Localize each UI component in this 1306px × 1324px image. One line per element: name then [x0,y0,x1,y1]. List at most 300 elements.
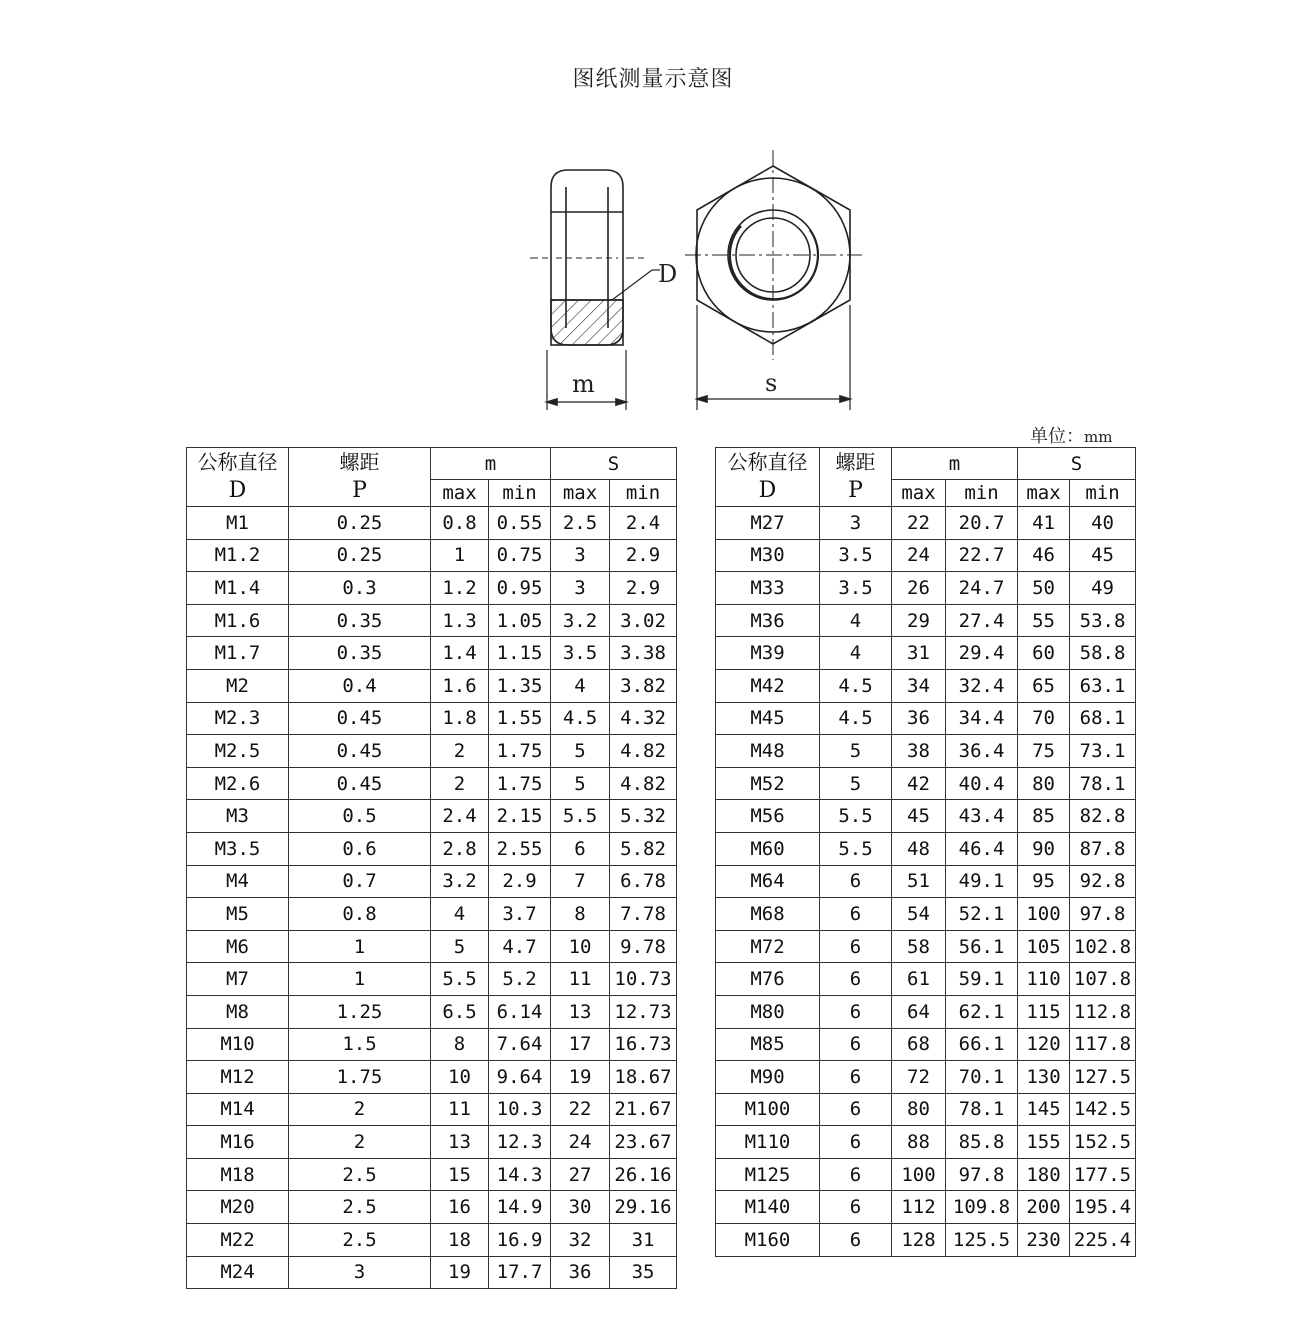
table-row [187,1224,677,1257]
cell-s-max: 7 [551,865,610,898]
cell-s-min: 6.78 [610,865,677,898]
cell-s-min: 177.5 [1070,1158,1136,1191]
cell-s-max: 115 [1018,995,1070,1028]
cell-diameter: M2.5 [187,735,289,768]
cell-s-max: 11 [551,963,610,996]
cell-m-max: 10 [431,1061,489,1094]
cell-s-min: 45 [1070,539,1136,572]
cell-pitch: 0.3 [289,572,431,605]
cell-m-min: 24.7 [946,572,1018,605]
cell-m-min: 40.4 [946,767,1018,800]
cell-diameter: M110 [716,1126,820,1159]
cell-m-max: 51 [892,865,946,898]
table-row [716,930,1136,963]
table-row [716,832,1136,865]
cell-m-max: 100 [892,1158,946,1191]
cell-m-max: 16 [431,1191,489,1224]
header-pitch: 螺距 P [289,448,431,507]
cell-m-min: 36.4 [946,735,1018,768]
cell-m-min: 0.55 [489,507,551,540]
cell-m-max: 8 [431,1028,489,1061]
cell-s-max: 17 [551,1028,610,1061]
cell-m-max: 1 [431,539,489,572]
cell-diameter: M64 [716,865,820,898]
cell-m-min: 4.7 [489,930,551,963]
cell-s-min: 5.32 [610,800,677,833]
cell-m-min: 29.4 [946,637,1018,670]
table-row [716,572,1136,605]
cell-m-min: 14.3 [489,1158,551,1191]
cell-m-max: 13 [431,1126,489,1159]
cell-pitch: 0.25 [289,539,431,572]
cell-m-min: 1.55 [489,702,551,735]
cell-s-min: 4.82 [610,767,677,800]
cell-m-max: 80 [892,1093,946,1126]
cell-m-max: 54 [892,898,946,931]
cell-s-max: 75 [1018,735,1070,768]
cell-diameter: M5 [187,898,289,931]
cell-s-max: 145 [1018,1093,1070,1126]
cell-s-min: 97.8 [1070,898,1136,931]
cell-pitch: 2 [289,1126,431,1159]
cell-m-max: 26 [892,572,946,605]
table-row [187,800,677,833]
cell-s-max: 3 [551,539,610,572]
cell-s-min: 21.67 [610,1093,677,1126]
cell-diameter: M3.5 [187,832,289,865]
table-row [716,1224,1136,1257]
cell-s-max: 100 [1018,898,1070,931]
cell-pitch: 6 [820,1224,892,1257]
table-row [187,767,677,800]
table-body-right [716,507,1136,1257]
cell-pitch: 6 [820,963,892,996]
cell-diameter: M20 [187,1191,289,1224]
cell-s-max: 130 [1018,1061,1070,1094]
cell-pitch: 2.5 [289,1191,431,1224]
cell-s-min: 40 [1070,507,1136,540]
cell-m-max: 64 [892,995,946,1028]
header-m: m [892,448,1018,480]
cell-diameter: M8 [187,995,289,1028]
side-view [530,170,660,410]
cell-pitch: 6 [820,1126,892,1159]
cell-diameter: M7 [187,963,289,996]
table-row [187,1158,677,1191]
cell-s-max: 4 [551,669,610,702]
cell-pitch: 6 [820,1028,892,1061]
cell-s-min: 102.8 [1070,930,1136,963]
label-s: s [765,369,778,397]
cell-pitch: 3.5 [820,572,892,605]
table-row [187,865,677,898]
cell-s-max: 27 [551,1158,610,1191]
header-m-max: max [431,480,489,507]
cell-s-max: 95 [1018,865,1070,898]
cell-pitch: 6 [820,865,892,898]
cell-m-min: 66.1 [946,1028,1018,1061]
cell-m-max: 19 [431,1256,489,1289]
cell-m-max: 5.5 [431,963,489,996]
cell-diameter: M33 [716,572,820,605]
cell-s-min: 2.4 [610,507,677,540]
cell-s-max: 32 [551,1224,610,1257]
table-row [187,995,677,1028]
cell-s-max: 85 [1018,800,1070,833]
cell-s-min: 3.38 [610,637,677,670]
cell-s-max: 41 [1018,507,1070,540]
cell-m-min: 70.1 [946,1061,1018,1094]
cell-m-min: 32.4 [946,669,1018,702]
cell-s-min: 117.8 [1070,1028,1136,1061]
cell-s-min: 142.5 [1070,1093,1136,1126]
cell-s-min: 78.1 [1070,767,1136,800]
cell-s-max: 10 [551,930,610,963]
cell-m-max: 6.5 [431,995,489,1028]
cell-pitch: 2.5 [289,1158,431,1191]
unit-label: 单位：mm [1030,426,1113,447]
header-m-min: min [946,480,1018,507]
cell-diameter: M60 [716,832,820,865]
cell-m-min: 62.1 [946,995,1018,1028]
hex-nut-drawing [0,0,1306,420]
cell-pitch: 6 [820,1158,892,1191]
cell-pitch: 4 [820,604,892,637]
cell-m-max: 1.4 [431,637,489,670]
cell-m-min: 1.75 [489,735,551,768]
cell-s-max: 65 [1018,669,1070,702]
cell-pitch: 0.8 [289,898,431,931]
cell-s-max: 90 [1018,832,1070,865]
cell-pitch: 6 [820,898,892,931]
table-body-left [187,507,677,1289]
cell-pitch: 2.5 [289,1224,431,1257]
table-row [716,1061,1136,1094]
cell-pitch: 0.35 [289,637,431,670]
cell-m-min: 1.35 [489,669,551,702]
cell-m-max: 1.6 [431,669,489,702]
cell-diameter: M1.7 [187,637,289,670]
cell-s-max: 19 [551,1061,610,1094]
cell-s-min: 3.82 [610,669,677,702]
table-row [187,930,677,963]
cell-pitch: 0.4 [289,669,431,702]
header-m-min: min [489,480,551,507]
cell-diameter: M68 [716,898,820,931]
table-row [716,898,1136,931]
table-row [716,637,1136,670]
cell-diameter: M45 [716,702,820,735]
cell-m-min: 1.15 [489,637,551,670]
cell-s-max: 24 [551,1126,610,1159]
table-row [716,1126,1136,1159]
cell-s-min: 82.8 [1070,800,1136,833]
cell-pitch: 5.5 [820,800,892,833]
cell-s-max: 3.2 [551,604,610,637]
cell-pitch: 0.5 [289,800,431,833]
cell-m-max: 45 [892,800,946,833]
cell-pitch: 0.45 [289,767,431,800]
cell-pitch: 1.25 [289,995,431,1028]
cell-s-min: 127.5 [1070,1061,1136,1094]
cell-m-min: 2.9 [489,865,551,898]
cell-diameter: M18 [187,1158,289,1191]
cell-pitch: 0.7 [289,865,431,898]
cell-m-min: 2.15 [489,800,551,833]
cell-diameter: M30 [716,539,820,572]
cell-m-min: 16.9 [489,1224,551,1257]
cell-s-max: 46 [1018,539,1070,572]
cell-pitch: 3.5 [820,539,892,572]
table-row [187,1093,677,1126]
header-s-max: max [551,480,610,507]
table-row [187,1256,677,1289]
cell-pitch: 6 [820,1191,892,1224]
cell-m-min: 1.05 [489,604,551,637]
cell-m-max: 2 [431,767,489,800]
cell-diameter: M16 [187,1126,289,1159]
table-row [187,507,677,540]
cell-m-min: 9.64 [489,1061,551,1094]
cell-m-min: 12.3 [489,1126,551,1159]
cell-s-max: 4.5 [551,702,610,735]
table-row [716,800,1136,833]
header-s-min: min [1070,480,1136,507]
cell-m-min: 17.7 [489,1256,551,1289]
cell-s-max: 200 [1018,1191,1070,1224]
cell-diameter: M80 [716,995,820,1028]
cell-s-min: 5.82 [610,832,677,865]
table-row [716,507,1136,540]
cell-m-max: 1.3 [431,604,489,637]
cell-diameter: M4 [187,865,289,898]
cell-diameter: M72 [716,930,820,963]
cell-s-max: 2.5 [551,507,610,540]
cell-s-max: 110 [1018,963,1070,996]
cell-s-min: 7.78 [610,898,677,931]
cell-s-max: 8 [551,898,610,931]
table-row [187,702,677,735]
table-row [716,604,1136,637]
page-title: 图纸测量示意图 [572,67,734,92]
cell-m-max: 68 [892,1028,946,1061]
cell-s-max: 22 [551,1093,610,1126]
cell-s-min: 3.02 [610,604,677,637]
cell-s-min: 18.67 [610,1061,677,1094]
cell-diameter: M3 [187,800,289,833]
cell-s-max: 80 [1018,767,1070,800]
cell-diameter: M76 [716,963,820,996]
cell-m-min: 1.75 [489,767,551,800]
cell-pitch: 3 [289,1256,431,1289]
cell-m-max: 1.2 [431,572,489,605]
cell-s-min: 152.5 [1070,1126,1136,1159]
cell-diameter: M2 [187,669,289,702]
cell-pitch: 6 [820,930,892,963]
table-row [716,865,1136,898]
cell-m-min: 10.3 [489,1093,551,1126]
cell-s-min: 49 [1070,572,1136,605]
table-row [187,572,677,605]
cell-diameter: M56 [716,800,820,833]
cell-m-min: 85.8 [946,1126,1018,1159]
cell-s-max: 5.5 [551,800,610,833]
cell-m-min: 2.55 [489,832,551,865]
cell-s-min: 12.73 [610,995,677,1028]
cell-m-max: 1.8 [431,702,489,735]
cell-m-min: 0.95 [489,572,551,605]
cell-pitch: 0.35 [289,604,431,637]
cell-diameter: M160 [716,1224,820,1257]
cell-s-min: 58.8 [1070,637,1136,670]
table-row [187,735,677,768]
cell-m-max: 0.8 [431,507,489,540]
table-row [716,1093,1136,1126]
table-row [187,898,677,931]
cell-s-max: 13 [551,995,610,1028]
cell-pitch: 0.45 [289,702,431,735]
cell-pitch: 4.5 [820,702,892,735]
cell-m-min: 3.7 [489,898,551,931]
cell-m-min: 125.5 [946,1224,1018,1257]
spec-table-right [715,447,1136,1257]
table-row [716,735,1136,768]
table-row [716,539,1136,572]
cell-m-min: 22.7 [946,539,1018,572]
header-s-max: max [1018,480,1070,507]
cell-pitch: 5 [820,735,892,768]
cell-s-max: 3 [551,572,610,605]
cell-m-max: 34 [892,669,946,702]
cell-s-max: 5 [551,735,610,768]
cell-s-min: 29.16 [610,1191,677,1224]
cell-s-min: 9.78 [610,930,677,963]
cell-s-max: 230 [1018,1224,1070,1257]
header-diameter: 公称直径 D [716,448,820,507]
cell-m-min: 7.64 [489,1028,551,1061]
table-row [187,637,677,670]
table-row [187,1191,677,1224]
cell-s-max: 155 [1018,1126,1070,1159]
cell-m-max: 29 [892,604,946,637]
cell-diameter: M39 [716,637,820,670]
cell-s-min: 53.8 [1070,604,1136,637]
cell-m-max: 58 [892,930,946,963]
cell-s-min: 107.8 [1070,963,1136,996]
cell-s-min: 195.4 [1070,1191,1136,1224]
cell-m-max: 24 [892,539,946,572]
cell-pitch: 1 [289,963,431,996]
cell-s-min: 2.9 [610,539,677,572]
cell-pitch: 2 [289,1093,431,1126]
cell-m-max: 112 [892,1191,946,1224]
cell-s-min: 92.8 [1070,865,1136,898]
cell-m-min: 59.1 [946,963,1018,996]
cell-pitch: 4.5 [820,669,892,702]
cell-m-max: 3.2 [431,865,489,898]
cell-m-min: 20.7 [946,507,1018,540]
cell-diameter: M10 [187,1028,289,1061]
cell-m-max: 18 [431,1224,489,1257]
cell-m-max: 31 [892,637,946,670]
cell-m-max: 88 [892,1126,946,1159]
cell-diameter: M1 [187,507,289,540]
cell-m-max: 38 [892,735,946,768]
cell-diameter: M125 [716,1158,820,1191]
cell-pitch: 6 [820,995,892,1028]
header-m-max: max [892,480,946,507]
cell-s-max: 55 [1018,604,1070,637]
cell-pitch: 4 [820,637,892,670]
spec-table-left [186,447,677,1289]
cell-diameter: M2.3 [187,702,289,735]
cell-s-min: 4.32 [610,702,677,735]
cell-s-min: 23.67 [610,1126,677,1159]
cell-m-min: 27.4 [946,604,1018,637]
cell-diameter: M1.6 [187,604,289,637]
cell-s-max: 6 [551,832,610,865]
cell-s-max: 120 [1018,1028,1070,1061]
cell-s-max: 5 [551,767,610,800]
cell-s-max: 60 [1018,637,1070,670]
table-row [187,832,677,865]
cell-m-max: 22 [892,507,946,540]
cell-diameter: M52 [716,767,820,800]
cell-m-max: 4 [431,898,489,931]
cell-s-min: 4.82 [610,735,677,768]
cell-m-max: 2.8 [431,832,489,865]
table-row [187,539,677,572]
cell-diameter: M6 [187,930,289,963]
cell-m-min: 14.9 [489,1191,551,1224]
cell-s-min: 16.73 [610,1028,677,1061]
cell-m-min: 109.8 [946,1191,1018,1224]
cell-s-max: 180 [1018,1158,1070,1191]
cell-s-max: 70 [1018,702,1070,735]
table-row [187,1126,677,1159]
cell-m-max: 2 [431,735,489,768]
cell-diameter: M90 [716,1061,820,1094]
header-m: m [431,448,551,480]
table-row [716,669,1136,702]
cell-diameter: M22 [187,1224,289,1257]
cell-s-min: 87.8 [1070,832,1136,865]
cell-m-min: 46.4 [946,832,1018,865]
cell-diameter: M42 [716,669,820,702]
cell-pitch: 5 [820,767,892,800]
cell-s-min: 31 [610,1224,677,1257]
cell-s-min: 2.9 [610,572,677,605]
cell-m-max: 48 [892,832,946,865]
cell-diameter: M100 [716,1093,820,1126]
cell-s-min: 68.1 [1070,702,1136,735]
header-s: S [1018,448,1136,480]
cell-m-max: 72 [892,1061,946,1094]
cell-s-min: 73.1 [1070,735,1136,768]
cell-diameter: M48 [716,735,820,768]
cell-pitch: 1.75 [289,1061,431,1094]
cell-diameter: M27 [716,507,820,540]
table-row [716,995,1136,1028]
cell-m-max: 42 [892,767,946,800]
cell-m-min: 34.4 [946,702,1018,735]
cell-diameter: M1.4 [187,572,289,605]
table-row [187,1028,677,1061]
cell-s-min: 35 [610,1256,677,1289]
cell-pitch: 1.5 [289,1028,431,1061]
header-s: S [551,448,677,480]
cell-diameter: M1.2 [187,539,289,572]
